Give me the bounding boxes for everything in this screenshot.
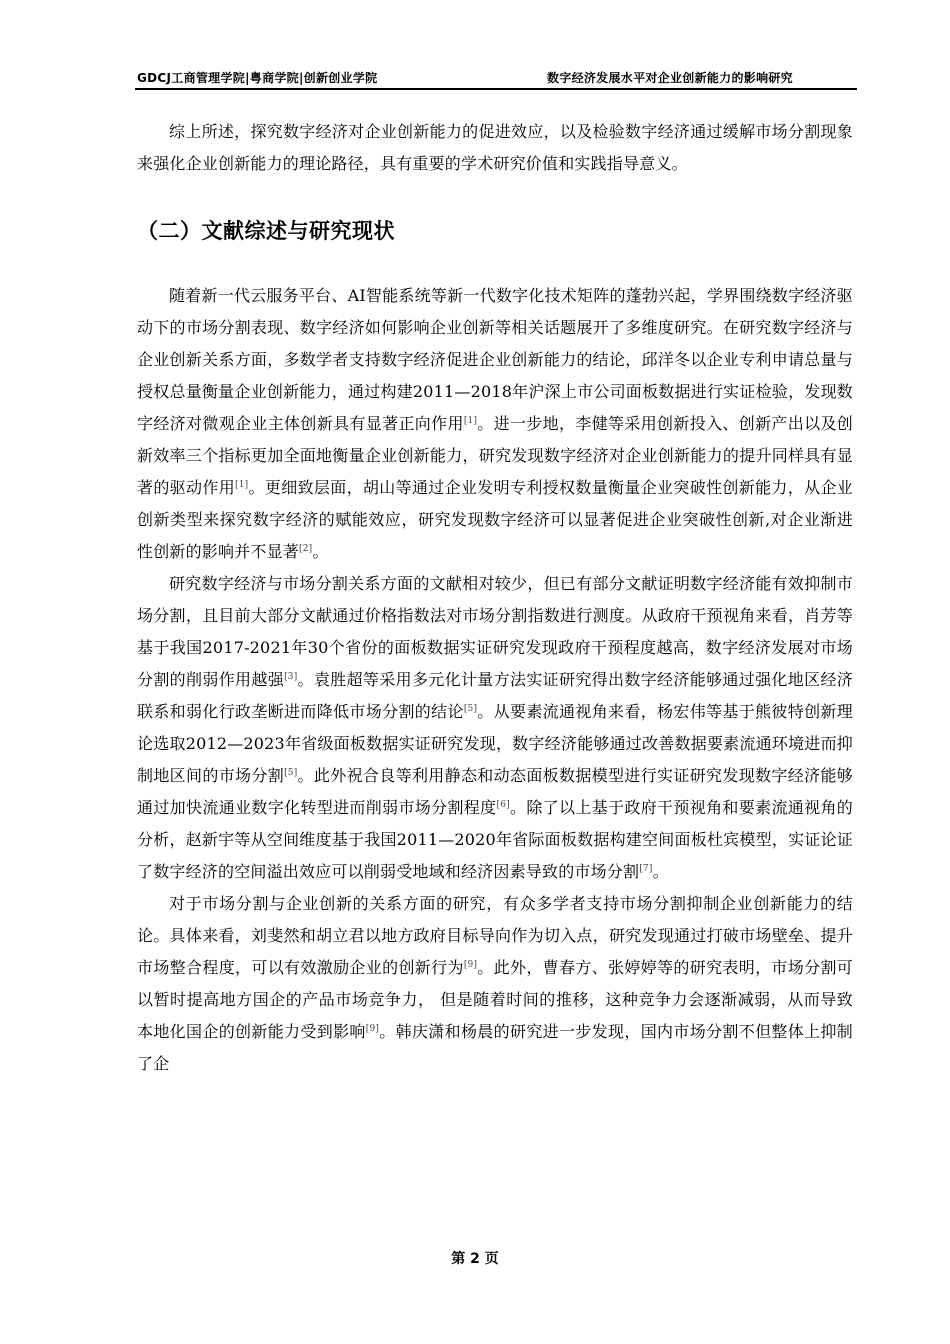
paragraph-market-segmentation xyxy=(137,568,853,888)
citation: [1] xyxy=(235,480,249,490)
text-run: 。 xyxy=(652,862,669,881)
paragraph-summary: 综上所述，探究数字经济对企业创新能力的促进效应，以及检验数字经济通过缓解市场分割现象来强化企业创新能力的理论路径，具有重要的学术研究价值和实践指导意义。 xyxy=(137,122,853,173)
text-run: 。此外，曹春方、张婷婷等的研究表明，市场分割可以暂时提高地方国企的产品市场竞争力， 但是随着时间的推移，这种竞争力会逐渐减弱，从而导致本地化国企的创新能力受到影响 xyxy=(137,958,853,1041)
citation: [3] xyxy=(284,672,298,682)
citation: [9] xyxy=(463,960,478,970)
paragraph-segmentation-innovation xyxy=(137,888,853,1080)
section-heading: （二）文献综述与研究现状 xyxy=(137,219,395,243)
text-run: 。 xyxy=(312,542,329,561)
text-run: 。袁胜超等采用多元化计量方法实证研究得出数字经济能够通过强化地区经济联系和弱化行政垄断进而降低市场分割的结论 xyxy=(137,670,853,721)
paragraph-digital-economy-innovation xyxy=(137,280,853,568)
text-run: 。除了以上基于政府干预视角和要素流通视角的分析，赵新宇等从空间维度基于我国2011—2020年省际面板数据构建空间面板杜宾模型，实证论证了数字经济的空间溢出效应可以削弱受地域和经济因素导致的市场分割 xyxy=(137,798,854,881)
text-run: 。此外祝合良等利用静态和动态面板数据模型进行实证研究发现数字经济能够通过加快流通业数字化转型进而削弱市场分割程度 xyxy=(137,766,853,817)
page-number: 第 2 页 xyxy=(451,1251,499,1267)
text-run: 。韩庆潇和杨晨的研究进一步发现，国内市场分割不但整体上抑制了企 xyxy=(137,1022,853,1073)
citation: [9] xyxy=(365,1024,380,1034)
text-run: 研究数字经济与市场分割关系方面的文献相对较少，但已有部分文献证明数字经济能有效抑制市场分割，且目前大部分文献通过价格指数法对市场分割指数进行测度。从政府干预视角来看，肖芳等基于我国2017-2021年30个省份的面板数据实证研究发现政府干预程度越高，数字经济发展对市场分割的削弱作用越强 xyxy=(137,574,853,689)
text-run: 。进一步地，李健等采用创新投入、创新产出以及创新效率三个指标更加全面地衡量企业创新能力，研究发现数字经济对企业创新能力的提升同样具有显著的驱动作用 xyxy=(137,414,853,497)
header-paper-title: 数字经济发展水平对企业创新能力的影响研究 xyxy=(546,71,793,85)
page-header xyxy=(135,68,857,90)
text-run: 对于市场分割与企业创新的关系方面的研究，有众多学者支持市场分割抑制企业创新能力的结论。具体来看，刘斐然和胡立君以地方政府目标导向作为切入点，研究发现通过打破市场壁垒、提升市场整合程度，可以有效激励企业的创新行为 xyxy=(137,894,853,977)
citation: [7] xyxy=(639,864,653,874)
page-body xyxy=(137,116,853,1080)
citation: [6] xyxy=(496,800,510,810)
text-run: 。从要素流通视角来看，杨宏伟等基于熊彼特创新理论选取2012—2023年省级面板数据实证研究发现，数字经济能够通过改善数据要素流通环境进而抑制地区间的市场分割 xyxy=(137,702,853,785)
text-run: 。更细致层面，胡山等通过企业发明专利授权数量衡量企业突破性创新能力，从企业创新类型来探究数字经济的赋能效应，研究发现数字经济可以显著促进企业突破性创新,对企业渐进性创新的影响并不显著 xyxy=(137,478,853,561)
header-institution: GDCJ工商管理学院|粤商学院|创新创业学院 xyxy=(137,71,378,85)
citation: [1] xyxy=(463,416,478,426)
citation: [5] xyxy=(284,768,298,778)
citation: [2] xyxy=(299,544,313,554)
citation: [5] xyxy=(463,704,478,714)
text-run: 随着新一代云服务平台、AI智能系统等新一代数字化技术矩阵的蓬勃兴起，学界围绕数字经济驱动下的市场分割表现、数字经济如何影响企业创新等相关话题展开了多维度研究。在研究数字经济与企业创新关系方面，多数学者支持数字经济促进企业创新能力的结论，邱洋冬以企业专利申请总量与授权总量衡量企业创新能力，通过构建2011—2018年沪深上市公司面板数据进行实证检验，发现数字经济对微观企业主体创新具有显著正向作用 xyxy=(137,286,853,433)
